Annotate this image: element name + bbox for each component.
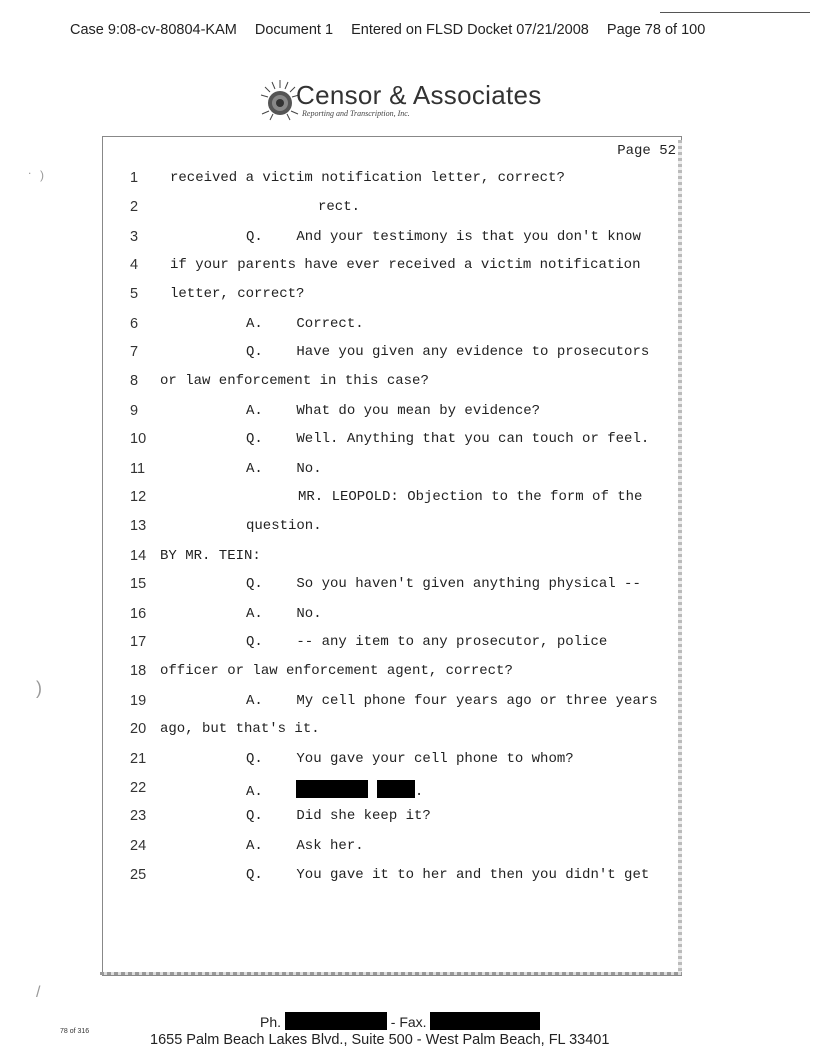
- line-text: [246, 576, 641, 592]
- transcript-line: [102, 403, 680, 429]
- line-number: 15: [130, 576, 147, 592]
- page-count: 78 of 316: [60, 1028, 90, 1035]
- line-text: [160, 373, 429, 389]
- line-text: [246, 518, 322, 534]
- line-text-content: rect.: [318, 199, 361, 215]
- line-number: 3: [130, 229, 139, 245]
- transcript-line: [102, 548, 680, 574]
- line-text: [246, 838, 364, 854]
- transcript-line: [102, 838, 680, 864]
- line-number: 8: [130, 373, 139, 389]
- transcript-line: [102, 286, 680, 312]
- line-text-content: A. Correct.: [246, 316, 364, 332]
- transcript-line: [102, 808, 680, 834]
- transcript-line: [102, 229, 680, 255]
- line-text-content: ago, but that's it.: [160, 721, 320, 737]
- line-number: 21: [130, 751, 147, 767]
- line-text-content: Q. You gave your cell phone to whom?: [246, 751, 574, 767]
- transcript-line: [102, 170, 680, 196]
- line-text-content: A. No.: [246, 606, 322, 622]
- transcript-line: [102, 344, 680, 370]
- line-text: [246, 606, 322, 622]
- transcript-line: [102, 693, 680, 719]
- transcript-line: [102, 634, 680, 660]
- line-text-content: or law enforcement in this case?: [160, 373, 429, 389]
- line-number: 19: [130, 693, 147, 709]
- redaction-box: [296, 780, 368, 798]
- footer-contact: [260, 1012, 540, 1030]
- line-text: [246, 229, 641, 245]
- line-number: 22: [130, 780, 147, 796]
- line-text-content: Q. -- any item to any prosecutor, police: [246, 634, 608, 650]
- line-number: 16: [130, 606, 147, 622]
- line-text-content: Q. You gave it to her and then you didn't get: [246, 867, 650, 883]
- frame-edge: [100, 972, 682, 975]
- transcript-line: [102, 780, 680, 806]
- line-text-content: Q. And your testimony is that you don't know: [246, 229, 641, 245]
- transcript-line: [102, 373, 680, 399]
- line-text-content: if your parents have ever received a victim notification: [170, 257, 641, 273]
- line-number: 25: [130, 867, 147, 883]
- line-text-content: Q. Well. Anything that you can touch or feel.: [246, 431, 650, 447]
- document-number: Document 1: [254, 22, 334, 38]
- line-text-content: BY MR. TEIN:: [160, 548, 261, 564]
- line-text: [160, 548, 261, 564]
- line-text: [246, 780, 423, 800]
- docket-header: [70, 22, 770, 38]
- line-text-content: A. Ask her.: [246, 838, 364, 854]
- line-number: 10: [130, 431, 147, 447]
- transcript-line: [102, 489, 680, 515]
- transcript-line: [102, 518, 680, 544]
- margin-mark: /: [36, 984, 41, 1001]
- line-text-content: A. My cell phone four years ago or three years: [246, 693, 658, 709]
- line-text-content: A. What do you mean by evidence?: [246, 403, 541, 419]
- transcript-line: [102, 751, 680, 777]
- line-text: [246, 867, 649, 883]
- line-number: 11: [130, 461, 146, 477]
- redaction-box: [377, 780, 415, 798]
- line-text: [318, 199, 360, 215]
- line-text: [170, 257, 640, 273]
- line-number: 20: [130, 721, 147, 737]
- docket-entry: Entered on FLSD Docket 07/21/2008: [351, 22, 589, 38]
- line-text: [160, 721, 320, 737]
- line-text-content: question.: [246, 518, 322, 534]
- line-number: 18: [130, 663, 147, 679]
- transcript-line: [102, 576, 680, 602]
- line-number: 2: [130, 199, 139, 215]
- transcript-line: [102, 867, 680, 893]
- line-text: [160, 663, 513, 679]
- margin-mark: .: [28, 163, 32, 177]
- margin-mark: ): [40, 168, 44, 182]
- transcript-line: [102, 461, 680, 487]
- line-text-content: Q. So you haven't given anything physical --: [246, 576, 641, 592]
- line-suffix: .: [414, 784, 424, 800]
- line-number: 23: [130, 808, 147, 824]
- line-text: [170, 286, 304, 302]
- transcript-line: [102, 199, 680, 225]
- fax-label: - Fax.: [390, 1014, 427, 1030]
- line-text: [246, 316, 364, 332]
- line-number: 17: [130, 634, 147, 650]
- line-text-content: MR. LEOPOLD: Objection to the form of the: [298, 489, 643, 505]
- redaction-box: [285, 1012, 387, 1030]
- transcript-line: [102, 606, 680, 632]
- line-number: 13: [130, 518, 147, 534]
- line-number: 9: [130, 403, 139, 419]
- logo-tagline: Reporting and Transcription, Inc.: [302, 109, 410, 118]
- line-text-content: received a victim notification letter, correct?: [170, 170, 565, 186]
- docket-page: Page 78 of 100: [606, 22, 706, 38]
- line-number: 4: [130, 257, 139, 273]
- line-text-content: A.: [246, 784, 263, 800]
- line-text: [246, 431, 649, 447]
- line-text-content: officer or law enforcement agent, correct?: [160, 663, 513, 679]
- line-text-content: Q. Did she keep it?: [246, 808, 431, 824]
- transcript-line: [102, 663, 680, 689]
- line-text: [246, 808, 431, 824]
- line-text: [246, 751, 574, 767]
- line-number: 14: [130, 548, 147, 564]
- line-text: [246, 344, 649, 360]
- line-number: 1: [130, 170, 139, 186]
- line-text: [246, 403, 540, 419]
- line-text-content: Q. Have you given any evidence to prosecutors: [246, 344, 650, 360]
- line-text: [246, 693, 658, 709]
- company-logo: [258, 78, 558, 124]
- line-number: 5: [130, 286, 139, 302]
- line-text-content: A. No.: [246, 461, 322, 477]
- redaction-box: [430, 1012, 540, 1030]
- logo-wordmark: Censor & Associates: [296, 80, 542, 110]
- line-number: 6: [130, 316, 139, 332]
- phone-label: Ph.: [260, 1014, 282, 1030]
- line-number: 24: [130, 838, 147, 854]
- case-number: Case 9:08-cv-80804-KAM: [70, 22, 237, 38]
- line-text: [298, 489, 642, 505]
- transcript-line: [102, 431, 680, 457]
- transcript-line: [102, 721, 680, 747]
- line-number: 7: [130, 344, 139, 360]
- line-text: [246, 634, 607, 650]
- transcript-line: [102, 257, 680, 283]
- margin-mark: ): [36, 678, 42, 698]
- line-text-content: letter, correct?: [170, 286, 305, 302]
- transcript-page-label: Page 52: [617, 143, 676, 159]
- transcript-line: [102, 316, 680, 342]
- line-text: [170, 170, 565, 186]
- header-rule: [660, 12, 810, 13]
- footer-address: 1655 Palm Beach Lakes Blvd., Suite 500 - West Palm Beach, FL 33401: [150, 1032, 610, 1048]
- line-text: [246, 461, 322, 477]
- line-number: 12: [130, 489, 147, 505]
